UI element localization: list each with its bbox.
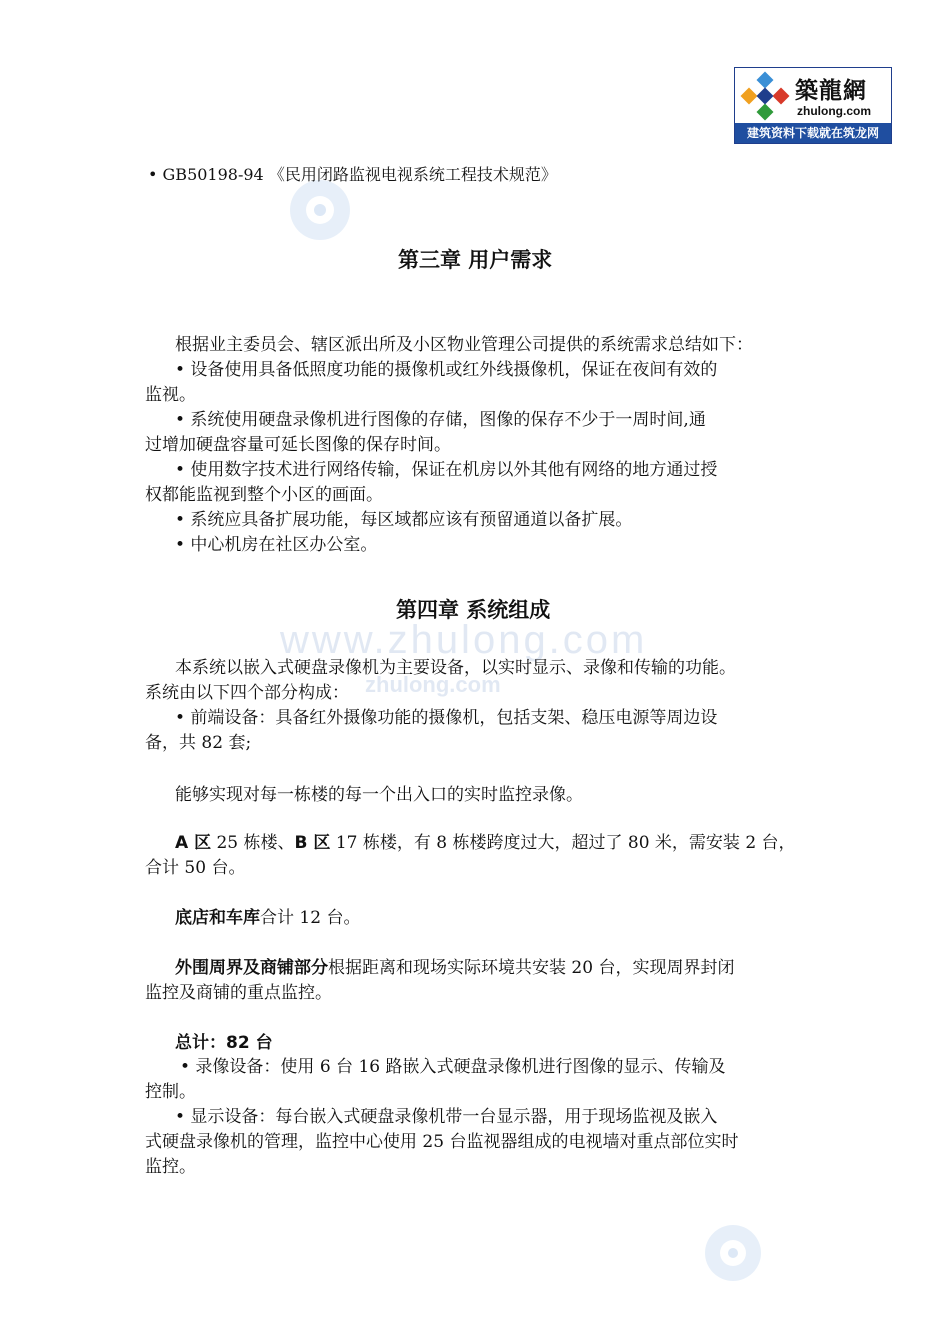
component-item-cont: 控制。 — [145, 1082, 196, 1102]
zhulong-logo — [734, 67, 892, 144]
logo-tagline: 建筑资料下载就在筑龙网 — [735, 123, 891, 143]
component-item: • 前端设备：具备红外摄像功能的摄像机，包括支架、稳压电源等周边设 — [175, 708, 718, 728]
requirement-item-cont: 过增加硬盘容量可延长图像的保存时间。 — [145, 435, 451, 455]
component-item: • 显示设备：每台嵌入式硬盘录像机带一台显示器，用于现场监视及嵌入 — [175, 1107, 718, 1127]
logo-flake-icon — [737, 70, 793, 122]
zone-paragraph — [175, 831, 796, 856]
zone-b-label: B 区 — [294, 833, 331, 853]
component-item-cont: 式硬盘录像机的管理，监控中心使用 25 台监视器组成的电视墙对重点部位实时 — [145, 1132, 739, 1152]
shop-garage-text: 合计 12 台。 — [260, 908, 361, 928]
zone-paragraph-cont: 合计 50 台。 — [145, 858, 246, 878]
realize-text: 能够实现对每一栋楼的每一个出入口的实时监控录像。 — [175, 785, 583, 805]
perimeter-paragraph-cont: 监控及商铺的重点监控。 — [145, 983, 332, 1003]
standards-item: • GB50198-94 《民用闭路监视电视系统工程技术规范》 — [148, 165, 557, 184]
chapter4-title: 第四章 系统组成 — [396, 598, 551, 622]
snowflake-watermark-icon — [698, 1218, 768, 1288]
logo-chinese-name: 築龍網 — [795, 78, 867, 104]
system-intro: 本系统以嵌入式硬盘录像机为主要设备，以实时显示、录像和传输的功能。 — [175, 658, 736, 678]
shop-garage-paragraph — [175, 906, 360, 931]
requirement-item-cont: 权都能监视到整个小区的画面。 — [145, 485, 383, 505]
requirement-item: • 设备使用具备低照度功能的摄像机或红外线摄像机，保证在夜间有效的 — [175, 360, 718, 380]
chapter3-title: 第三章 用户需求 — [398, 248, 553, 272]
requirement-item: • 中心机房在社区办公室。 — [175, 535, 378, 555]
shop-garage-label: 底店和车库 — [175, 908, 260, 928]
component-item-cont: 监控。 — [145, 1157, 196, 1177]
chapter3-intro: 根据业主委员会、辖区派出所及小区物业管理公司提供的系统需求总结如下： — [175, 335, 753, 355]
requirement-item: • 系统使用硬盘录像机进行图像的存储，图像的保存不少于一周时间,通 — [175, 410, 706, 430]
url-watermark: www.zhulong.com — [280, 618, 648, 662]
url-watermark-small: zhulong.com — [365, 672, 501, 697]
system-intro-cont: 系统由以下四个部分构成： — [145, 683, 349, 703]
requirement-item-cont: 监视。 — [145, 385, 196, 405]
perimeter-label: 外围周界及商铺部分 — [175, 958, 328, 978]
total-count: 总计：82 台 — [175, 1033, 273, 1053]
perimeter-paragraph — [175, 956, 734, 981]
requirement-item: • 系统应具备扩展功能，每区域都应该有预留通道以备扩展。 — [175, 510, 633, 530]
component-item: • 录像设备：使用 6 台 16 路嵌入式硬盘录像机进行图像的显示、传输及 — [180, 1057, 726, 1077]
zone-a-label: A 区 — [175, 833, 212, 853]
zone-a-text: 25 栋楼、 — [211, 833, 295, 853]
logo-domain: zhulong.com — [797, 104, 871, 118]
requirement-item: • 使用数字技术进行网络传输，保证在机房以外其他有网络的地方通过授 — [175, 460, 718, 480]
component-item-cont: 备，共 82 套; — [145, 733, 252, 753]
perimeter-text: 根据距离和现场实际环境共安装 20 台，实现周界封闭 — [328, 958, 735, 978]
zone-b-text: 17 栋楼，有 8 栋楼跨度过大，超过了 80 米，需安装 2 台， — [330, 833, 796, 853]
